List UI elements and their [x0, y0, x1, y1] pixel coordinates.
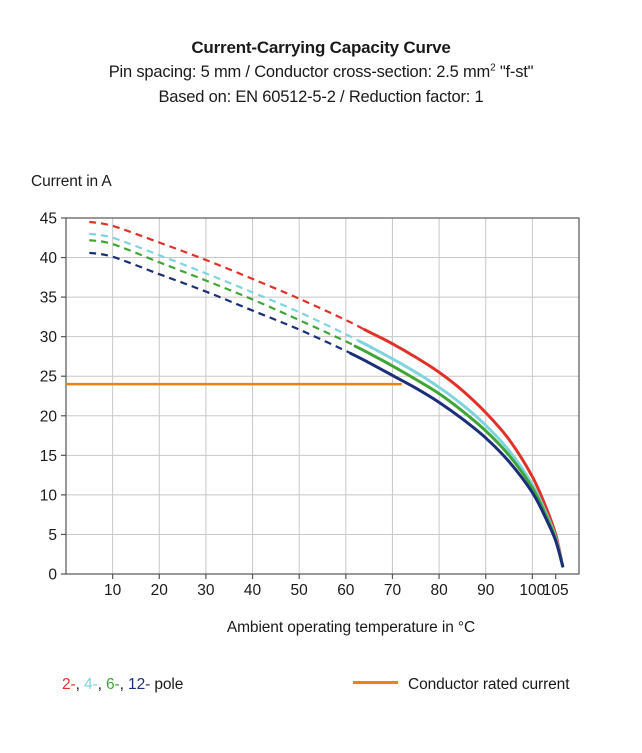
legend-item-12-pole: 12-	[128, 676, 151, 693]
svg-text:30: 30	[197, 582, 215, 599]
svg-text:35: 35	[39, 289, 57, 307]
subtitle-text-suffix: "f-st"	[495, 63, 534, 81]
chart-svg	[39, 210, 585, 599]
svg-text:90: 90	[477, 582, 495, 599]
svg-text:45: 45	[39, 210, 57, 228]
svg-text:80: 80	[430, 582, 448, 599]
subtitle-superscript: 2	[490, 62, 496, 74]
svg-text:10: 10	[104, 582, 122, 599]
svg-text:40: 40	[39, 250, 57, 268]
chart-subtitle-line1	[0, 60, 642, 85]
svg-text:20: 20	[39, 408, 57, 426]
svg-text:70: 70	[383, 582, 402, 599]
subtitle-text-prefix: Pin spacing: 5 mm / Conductor cross-section: 2.5 mm	[108, 63, 491, 81]
chart-title: Current-Carrying Capacity Curve	[191, 38, 451, 57]
svg-text:100: 100	[519, 582, 546, 599]
svg-text:50: 50	[290, 582, 308, 599]
chart-legend	[0, 676, 642, 700]
chart-subtitle-line2: Based on: EN 60512-5-2 / Reduction factor: 1	[158, 88, 484, 106]
legend-rated-current	[353, 676, 569, 694]
legend-item-4-pole: 4-	[84, 676, 98, 693]
svg-text:60: 60	[337, 582, 355, 599]
chart-plot-area	[39, 210, 585, 599]
legend-item-6-pole: 6-	[106, 676, 120, 693]
legend-poles-suffix: pole	[150, 676, 184, 693]
y-axis-label: Current in A	[31, 173, 112, 190]
legend-sep-2: ,	[97, 676, 107, 693]
x-axis-label: Ambient operating temperature in °C	[226, 619, 476, 636]
legend-item-2-pole: 2-	[62, 676, 76, 693]
legend-rated-label: Conductor rated current	[408, 676, 570, 693]
svg-text:10: 10	[39, 487, 57, 505]
svg-text:40: 40	[243, 582, 262, 599]
legend-sep-3: ,	[119, 676, 129, 693]
svg-text:30: 30	[39, 329, 57, 347]
svg-text:105: 105	[542, 582, 569, 599]
svg-text:20: 20	[150, 582, 168, 599]
legend-poles	[62, 676, 183, 694]
svg-text:25: 25	[39, 368, 57, 386]
svg-text:5: 5	[48, 526, 57, 544]
svg-text:0: 0	[48, 566, 57, 584]
legend-sep-1: ,	[75, 676, 85, 693]
svg-text:15: 15	[39, 447, 57, 465]
rated-current-swatch	[353, 681, 398, 684]
chart-title-block	[0, 36, 642, 110]
